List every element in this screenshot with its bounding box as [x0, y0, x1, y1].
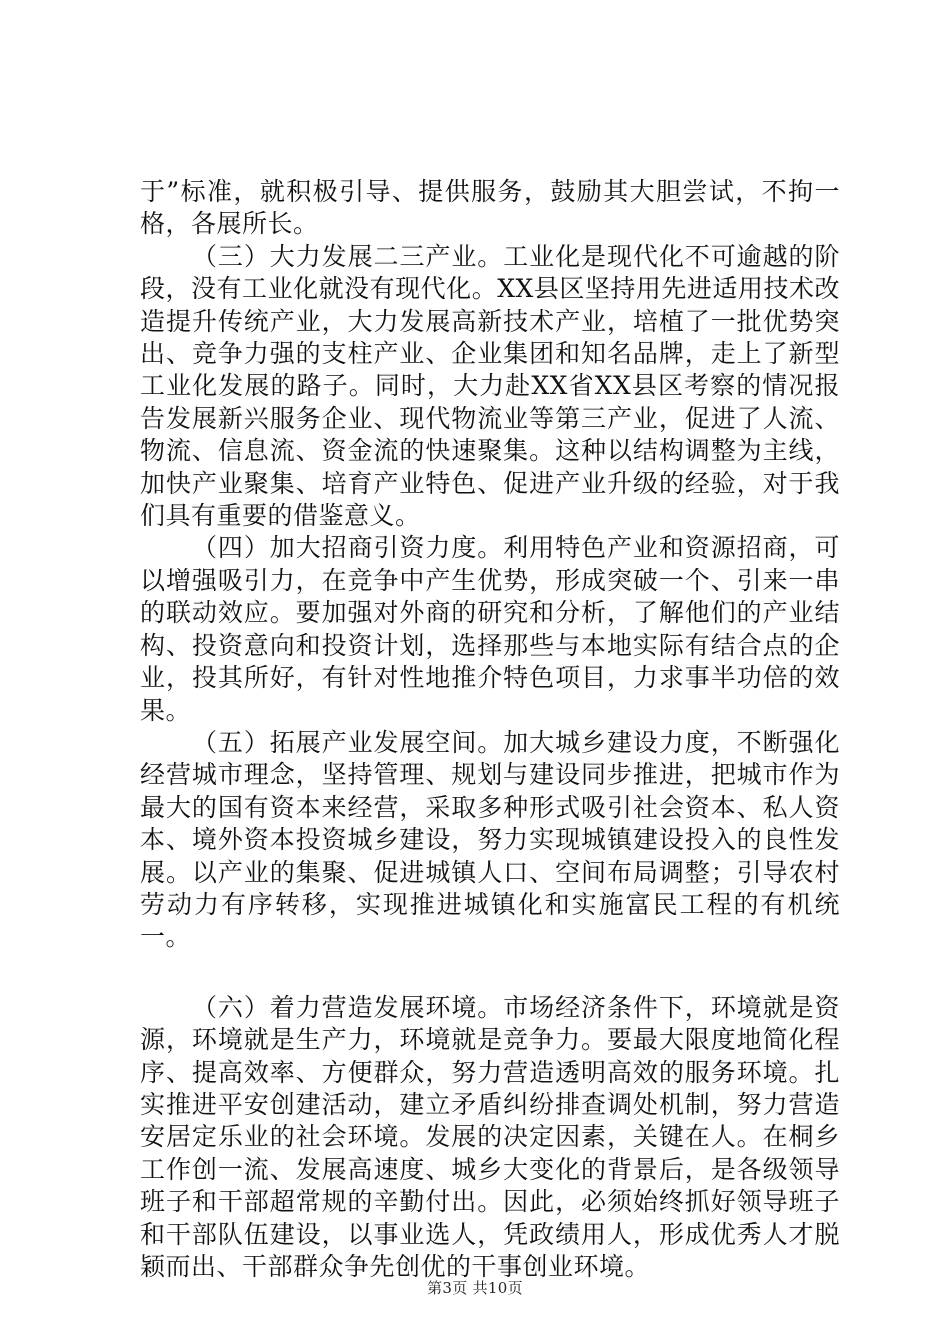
paragraph-continuation: 于”标准，就积极引导、提供服务，鼓励其大胆尝试，不拘一格，各展所长。: [140, 177, 840, 239]
paragraph-section-5: （五）拓展产业发展空间。加大城乡建设力度，不断强化经营城市理念，坚持管理、规划与建设同步推进，把城市作为最大的国有资本来经营，采取多种形式吸引社会资本、私人资本、境外资本投资城乡建设，努力实现城镇建设投入的良性发展。以产业的集聚、促进城镇人口、空间布局调整；引导农村劳动力有序转移，实现推进城镇化和实施富民工程的有机统一。: [140, 727, 840, 952]
page-number-footer: 第3页 共10页: [427, 1279, 523, 1297]
paragraph-section-6: （六）着力营造发展环境。市场经济条件下，环境就是资源，环境就是生产力，环境就是竞争力。要最大限度地简化程序、提高效率、方便群众，努力营造透明高效的服务环境。扎实推进平安创建活动，建立矛盾纠纷排查调处机制，努力营造安居定乐业的社会环境。发展的决定因素，关键在人。在桐乡工作创一流、发展高速度、城乡大变化的背景后，是各级领导班子和干部超常规的辛勤付出。因此，必须始终抓好领导班子和干部队伍建设，以事业选人，凭政绩用人，形成优秀人才脱颖而出、干部群众争先创优的干事创业环境。: [140, 992, 840, 1281]
document-body: [140, 176, 840, 1283]
paragraph-section-3: （三）大力发展二三产业。工业化是现代化不可逾越的阶段，没有工业化就没有现代化。XX县区坚持用先进适用技术改造提升传统产业，大力发展高新技术产业，培植了一批优势突出、竞争力强的支柱产业、企业集团和知名品牌，走上了新型工业化发展的路子。同时，大力赴XX省XX县区考察的情况报告发展新兴服务企业、现代物流业等第三产业，促进了人流、物流、信息流、资金流的快速聚集。这种以结构调整为主线，加快产业聚集、培育产业特色、促进产业升级的经验，对于我们具有重要的借鉴意义。: [140, 241, 840, 531]
paragraph-section-4: （四）加大招商引资力度。利用特色产业和资源招商，可以增强吸引力，在竞争中产生优势，形成突破一个、引来一串的联动效应。要加强对外商的研究和分析，了解他们的产业结构、投资意向和投资计划，选择那些与本地实际有结合点的企业，投其所好，有针对性地推介特色项目，力求事半功倍的效果。: [140, 533, 840, 725]
